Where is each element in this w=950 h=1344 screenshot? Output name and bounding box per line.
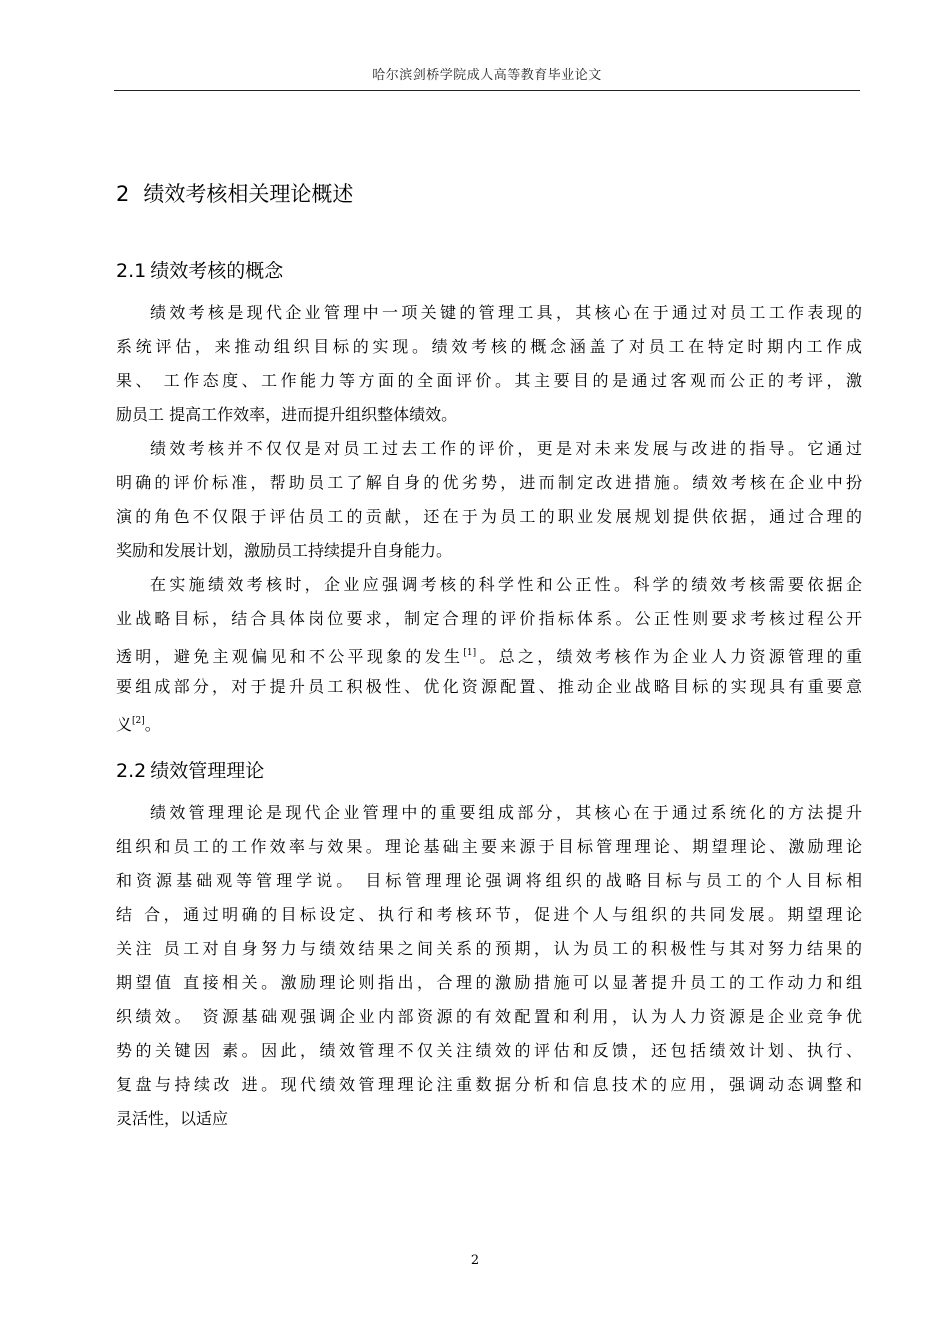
text-line: 绩效考核并不仅仅是对员工过去工作的评价，更是对未来发展与改进的指导。它通过: [150, 439, 862, 458]
text-line-with-citation: [116, 636, 862, 670]
text-line: 要组成部分，对于提升员工积极性、优化资源配置、推动企业战略目标的实现具有重要意: [116, 677, 862, 696]
text-fragment: 。总之，绩效考核作为企业人力资源管理的重: [476, 647, 862, 666]
text-line: 灵活性，以适应: [116, 1109, 229, 1128]
paragraph-4: [116, 796, 862, 1136]
citation-ref-2: [2]: [132, 716, 145, 726]
text-line: 果、 工作态度、工作能力等方面的全面评价。其主要目的是通过客观而公正的考评，激: [116, 371, 862, 390]
text-line: 明确的评价标准，帮助员工了解自身的优劣势，进而制定改进措施。绩效考核在企业中扮: [116, 473, 862, 492]
text-line: 奖励和发展计划，激励员工持续提升自身能力。: [116, 541, 453, 560]
chapter-heading: [116, 178, 353, 208]
text-line: 关注 员工对自身努力与绩效结果之间关系的预期，认为员工的积极性与其对努力结果的: [116, 939, 862, 958]
paragraph-1: [116, 296, 862, 432]
page-number: 2: [470, 1253, 480, 1268]
section-title-text: 绩效考核的概念: [150, 260, 284, 282]
text-fragment: 。: [144, 715, 161, 734]
text-line: 业战略目标，结合具体岗位要求，制定合理的评价指标体系。公正性则要求考核过程公开: [116, 609, 862, 628]
paragraph-3: [116, 568, 862, 738]
chapter-title-text: 绩效考核相关理论概述: [143, 182, 354, 206]
section-title-text: 绩效管理理论: [150, 760, 265, 782]
chapter-number: 2: [116, 182, 130, 206]
section-number: 2.2: [116, 760, 147, 782]
running-header: 哈尔滨剑桥学院成人高等教育毕业论文: [372, 68, 602, 83]
paragraph-2: [116, 432, 862, 568]
text-line: 复盘与持续改 进。现代绩效管理理论注重数据分析和信息技术的应用，强调动态调整和: [116, 1075, 862, 1094]
text-line: 绩效管理理论是现代企业管理中的重要组成部分，其核心在于通过系统化的方法提升: [150, 803, 862, 822]
text-line: 演的角色不仅限于评估员工的贡献，还在于为员工的职业发展规划提供依据，通过合理的: [116, 507, 862, 526]
text-line: 在实施绩效考核时，企业应强调考核的科学性和公正性。科学的绩效考核需要依据企: [150, 575, 862, 594]
citation-ref-1: [1]: [463, 648, 477, 658]
text-line: 组织和员工的工作效率与效果。理论基础主要来源于目标管理理论、期望理论、激励理论: [116, 837, 862, 856]
text-line: 绩效考核是现代企业管理中一项关键的管理工具，其核心在于通过对员工工作表现的: [150, 303, 862, 322]
text-fragment: 透明，避免主观偏见和不公平现象的发生: [116, 647, 464, 666]
text-line: 和资源基础观等管理学说。 目标管理理论强调将组织的战略目标与员工的个人目标相: [116, 871, 862, 890]
text-line: 势的关键因 素。因此，绩效管理不仅关注绩效的评估和反馈，还包括绩效计划、执行、: [116, 1041, 862, 1060]
section-heading-2-2: [116, 756, 264, 783]
text-line: 期望值 直接相关。激励理论则指出，合理的激励措施可以显著提升员工的工作动力和组: [116, 973, 862, 992]
text-fragment: 义: [116, 715, 133, 734]
section-heading-2-1: [116, 256, 283, 283]
text-line: 励员工 提高工作效率，进而提升组织整体绩效。: [116, 405, 458, 424]
header-rule: [114, 90, 860, 91]
text-line: 系统评估，来推动组织目标的实现。绩效考核的概念涵盖了对员工在特定时期内工作成: [116, 337, 862, 356]
text-line: 结 合，通过明确的目标设定、执行和考核环节，促进个人与组织的共同发展。期望理论: [116, 905, 862, 924]
section-number: 2.1: [116, 260, 147, 282]
text-line-with-citation: [116, 704, 862, 738]
text-line: 织绩效。 资源基础观强调企业内部资源的有效配置和利用，认为人力资源是企业竞争优: [116, 1007, 862, 1026]
